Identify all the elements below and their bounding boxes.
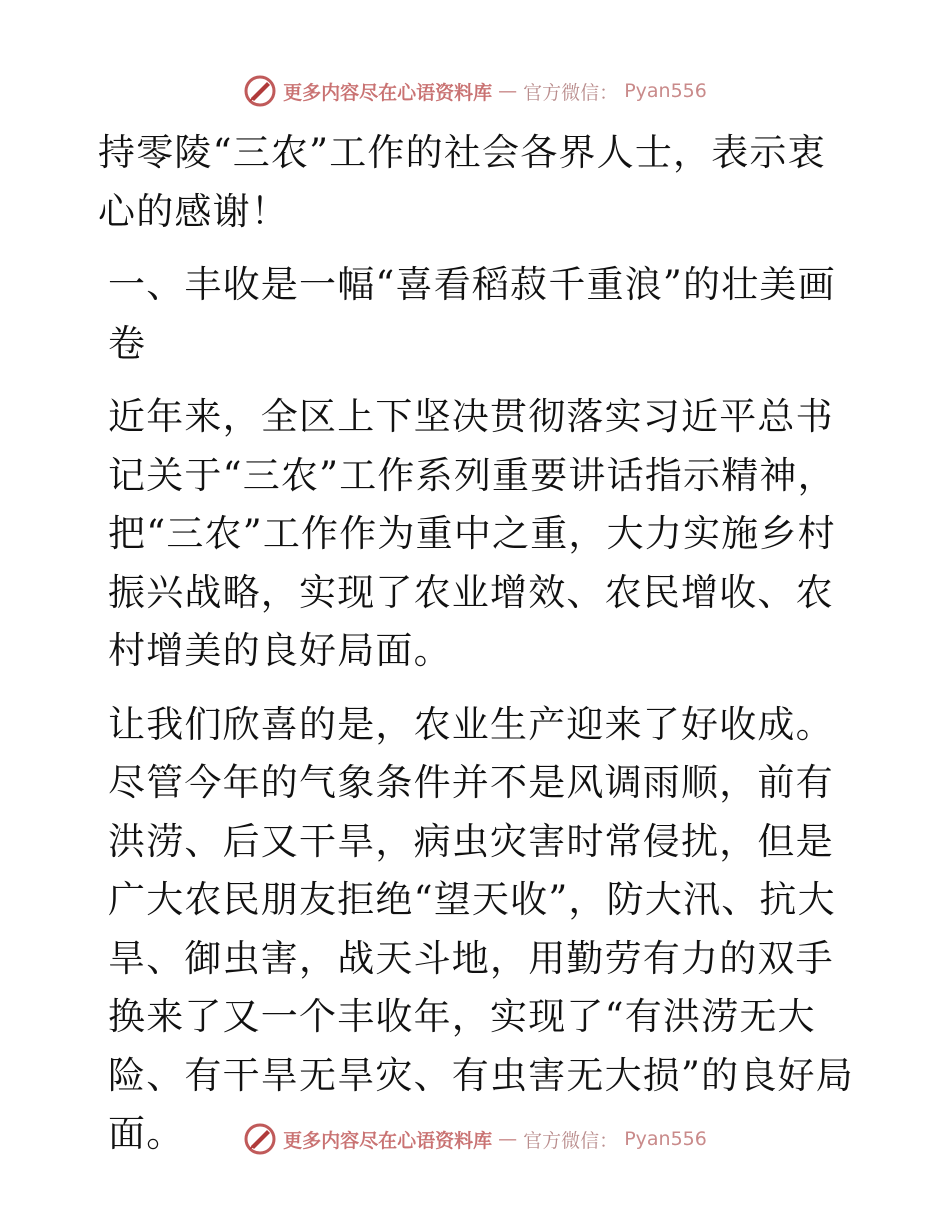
watermark-wechat-id: Pyan556: [624, 80, 707, 102]
watermark-separator: —: [498, 1128, 518, 1150]
watermark-label: 官方微信：: [523, 81, 619, 104]
watermark-separator: —: [498, 80, 518, 102]
footer-watermark: [0, 1122, 950, 1156]
brand-logo-icon: [243, 74, 277, 108]
header-watermark: [0, 74, 950, 108]
watermark-brand: 更多内容尽在心语资料库: [283, 1129, 493, 1152]
paragraph-recent-years: 近年来，全区上下坚决贯彻落实习近平总书记关于“三农”工作系列重要讲话指示精神，把“三农”工作作为重中之重，大力实施乡村振兴战略，实现了农业增效、农民增收、农村增美的良好局面。: [108, 395, 836, 672]
watermark-brand: 更多内容尽在心语资料库: [283, 81, 493, 104]
brand-logo-icon: [243, 1122, 277, 1156]
watermark-label: 官方微信：: [523, 1129, 619, 1152]
watermark-wechat-id: Pyan556: [624, 1128, 707, 1150]
paragraph-continuation: 持零陵“三农”工作的社会各界人士，表示衷心的感谢！: [98, 131, 826, 233]
document-body: [98, 124, 858, 1164]
paragraph-harvest: 让我们欣喜的是，农业生产迎来了好收成。尽管今年的气象条件并不是风调雨顺，前有洪涝、后又干旱，病虫灾害时常侵扰，但是广大农民朋友拒绝“望天收”，防大汛、抗大旱、御虫害，战天斗地，用勤劳有力的双手换来了又一个丰收年，实现了“有洪涝无大险、有干旱无旱灾、有虫害无大损”的良好局面。: [108, 702, 854, 1155]
section-heading: 一、丰收是一幅“喜看稻菽千重浪”的壮美画卷: [108, 263, 836, 365]
